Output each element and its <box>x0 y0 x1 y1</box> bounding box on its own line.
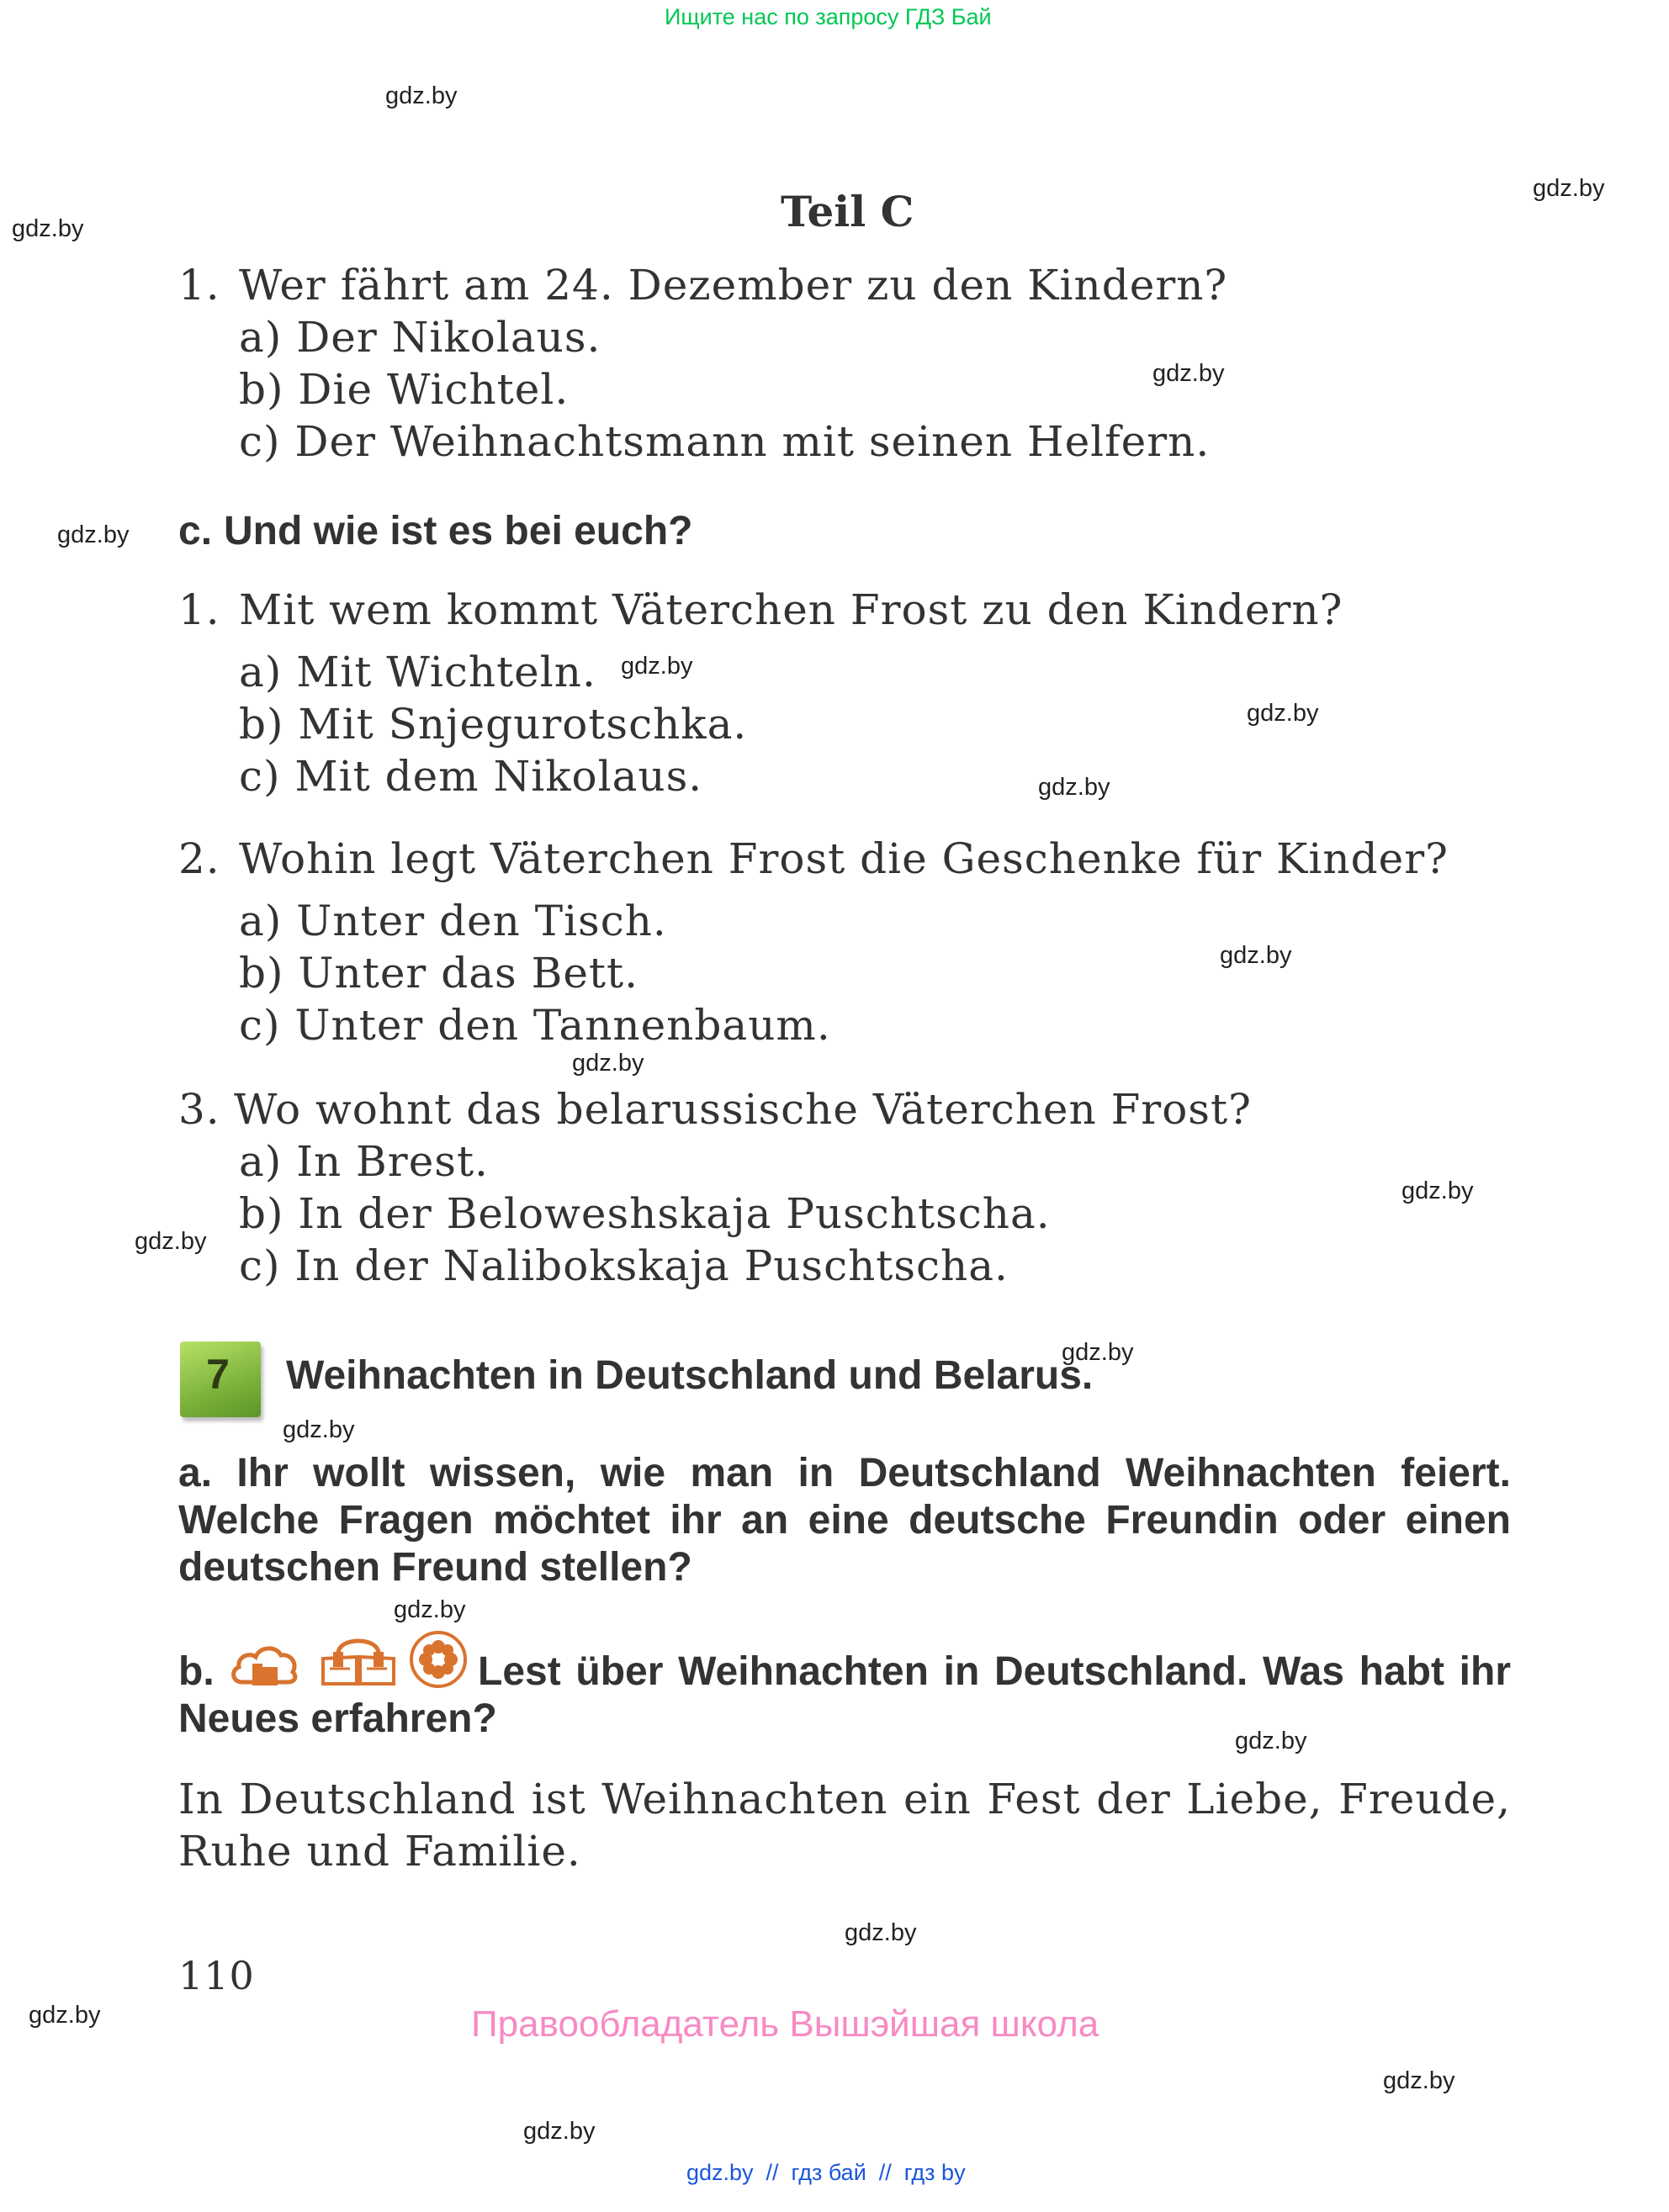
answer-option: c) Mit dem Nikolaus. <box>239 752 703 801</box>
task-number: 7 <box>206 1351 230 1398</box>
watermark: gdz.by <box>523 2118 596 2145</box>
question-text: Wo wohnt das belarussische Väterchen Frost? <box>234 1085 1252 1134</box>
watermark: gdz.by <box>1038 774 1110 801</box>
answer-option: b) Mit Snjegurotschka. <box>239 700 748 749</box>
answer-option: a) In Brest. <box>239 1137 489 1186</box>
reading-text: In Deutschland ist Weihnachten ein Fest der Liebe, Freude, Ruhe und Familie. <box>178 1775 1511 1876</box>
task-title: Weihnachten in Deutschland und Belarus. <box>286 1353 1094 1398</box>
watermark: gdz.by <box>572 1050 644 1077</box>
task-part-b-text: Lest über Weihnachten in Deutschland. Was habt ihr Neues erfahren? <box>178 1649 1511 1741</box>
watermark: gdz.by <box>12 215 84 242</box>
answer-option: b) Unter das Bett. <box>239 949 639 998</box>
watermark: gdz.by <box>1152 360 1225 387</box>
watermark: gdz.by <box>1235 1728 1307 1754</box>
question-number: 1. <box>178 261 220 310</box>
watermark: gdz.by <box>1401 1177 1474 1204</box>
question-text: Wer fährt am 24. Dezember zu den Kindern? <box>239 261 1228 310</box>
task-number-badge <box>180 1341 261 1417</box>
answer-option: c) Der Weihnachtsmann mit seinen Helfern. <box>239 417 1211 466</box>
answer-option: a) Unter den Tisch. <box>239 897 667 945</box>
answer-option: c) Unter den Tannenbaum. <box>239 1001 831 1050</box>
watermark: gdz.by <box>283 1416 355 1443</box>
watermark: gdz.by <box>29 2002 101 2029</box>
copyright-notice: Правообладатель Вышэйшая школа <box>471 2003 1099 2045</box>
task-part-a: a. Ihr wollt wissen, wie man in Deutschland Weihnachten feiert. Welche Fragen möchtet ihr an eine deutsche Freundin oder einen deutschen Freund stellen? <box>178 1451 1511 1590</box>
watermark: gdz.by <box>1220 942 1292 969</box>
watermark: gdz.by <box>57 521 130 548</box>
bottom-links[interactable]: gdz.by // гдз бай // гдз by <box>686 2160 966 2185</box>
question-number: 3. <box>178 1085 220 1134</box>
question-text: Mit wem kommt Väterchen Frost zu den Kindern? <box>239 585 1343 634</box>
task-part-b-label: b. <box>178 1649 215 1694</box>
answer-option: b) Die Wichtel. <box>239 365 570 414</box>
watermark: gdz.by <box>621 653 693 680</box>
section-c-title: Und wie ist es bei euch? <box>224 509 693 553</box>
page-number: 110 <box>178 1953 255 1998</box>
question-number: 1. <box>178 585 220 634</box>
answer-option: a) Mit Wichteln. <box>239 648 596 696</box>
watermark: gdz.by <box>1533 175 1605 202</box>
section-c-label: c. <box>178 509 213 553</box>
answer-option: c) In der Nalibokskaja Puschtscha. <box>239 1241 1009 1290</box>
question-number: 2. <box>178 834 220 883</box>
answer-option: a) Der Nikolaus. <box>239 313 601 362</box>
top-banner[interactable]: Ищите нас по запросу ГДЗ Бай <box>665 4 992 29</box>
watermark: gdz.by <box>1383 2067 1455 2094</box>
teil-c-heading: Teil C <box>781 187 914 236</box>
watermark: gdz.by <box>394 1596 466 1623</box>
watermark: gdz.by <box>1062 1339 1134 1366</box>
watermark: gdz.by <box>135 1228 207 1255</box>
answer-option: b) In der Beloweshskaja Puschtscha. <box>239 1189 1051 1238</box>
question-text: Wohin legt Väterchen Frost die Geschenke für Kinder? <box>239 834 1449 883</box>
watermark: gdz.by <box>1247 700 1319 727</box>
watermark: gdz.by <box>845 1919 917 1946</box>
watermark: gdz.by <box>385 82 458 109</box>
